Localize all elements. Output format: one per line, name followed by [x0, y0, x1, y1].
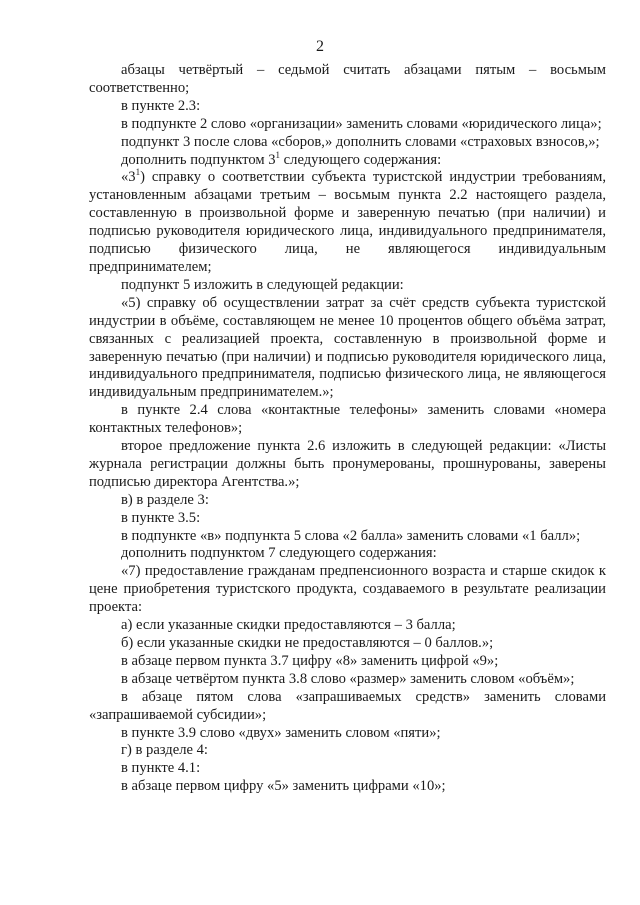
paragraph: подпункт 3 после слова «сборов,» дополнить словами «страховых взносов,»; [121, 133, 600, 150]
paragraph-text: «3 [121, 169, 136, 186]
paragraph: «5) справку об осуществлении затрат за счёт средств субъекта туристской индустрии в объёме, составляющем не менее 10 процентов общего объёма затрат, связанных с реализацией проекта, составленную в произвольной форме и заверенную печатью (при наличии) и подписью руководителя юридического лица, индивидуального предпринимателя, подписью физического лица, не являющегося индивидуальным предпринимателем.»; [89, 294, 606, 401]
paragraph: в пункте 4.1: [121, 760, 201, 777]
paragraph-text: дополнить подпунктом 3 [121, 151, 276, 168]
paragraph: абзацы четвёртый – седьмой считать абзацами пятым – восьмым соответственно; [89, 62, 606, 96]
paragraph: в абзаце первом пункта 3.7 цифру «8» заменить цифрой «9»; [121, 652, 499, 669]
paragraph: второе предложение пункта 2.6 изложить в следующей редакции: «Листы журнала регистрации должны быть пронумерованы, прошнурованы, заверены подписью директора Агентства.»; [89, 438, 606, 490]
paragraph: подпункт 5 изложить в следующей редакции: [121, 276, 404, 293]
superscript: 1 [135, 167, 141, 178]
paragraph: в абзаце четвёртом пункта 3.8 слово «размер» заменить словом «объём»; [121, 670, 575, 687]
paragraph: в) в разделе 3: [121, 491, 209, 508]
paragraph: в пункте 3.9 слово «двух» заменить словом «пяти»; [121, 724, 441, 741]
paragraph [89, 169, 606, 276]
paragraph: в пункте 3.5: [121, 509, 201, 526]
paragraph: в подпункте 2 слово «организации» заменить словами «юридического лица»; [121, 115, 602, 132]
paragraph: в абзаце пятом слова «запрашиваемых средств» заменить словами «запрашиваемой субсидии»; [89, 688, 606, 723]
paragraph: б) если указанные скидки не предоставляются – 0 баллов.»; [121, 635, 494, 651]
paragraph: в пункте 2.3: [121, 97, 201, 114]
paragraph: в подпункте «в» подпункта 5 слова «2 балла» заменить словами «1 балл»; [121, 527, 581, 544]
paragraph [89, 149, 606, 170]
paragraph: г) в разделе 4: [121, 742, 208, 759]
superscript: 1 [275, 149, 281, 160]
paragraph: а) если указанные скидки предоставляются – 3 балла; [121, 617, 456, 634]
paragraph: «7) предоставление гражданам предпенсионного возраста и старше скидок к цене приобретения туристского продукта, создаваемого в результате реализации проекта: [89, 563, 606, 616]
paragraph-text: ) справку о соответствии субъекта туристской индустрии требованиям, установленным абзацами третьим – восьмым пункта 2.2 настоящего раздела, составленную в произвольной форме и заверенную печатью (при наличии) и подписью руководителя юридического лица, индивидуального предпринимателя, подписью физического лица, не являющегося индивидуальным предпринимателем; [89, 169, 606, 275]
paragraph: дополнить подпунктом 7 следующего содержания: [121, 545, 437, 562]
paragraph: в пункте 2.4 слова «контактные телефоны» заменить словами «номера контактных телефонов»; [89, 402, 606, 437]
paragraph: в абзаце первом цифру «5» заменить цифрами «10»; [121, 778, 446, 795]
page-number: 2 [316, 38, 324, 55]
document-body [89, 62, 606, 796]
paragraph-text: следующего содержания: [280, 151, 442, 168]
